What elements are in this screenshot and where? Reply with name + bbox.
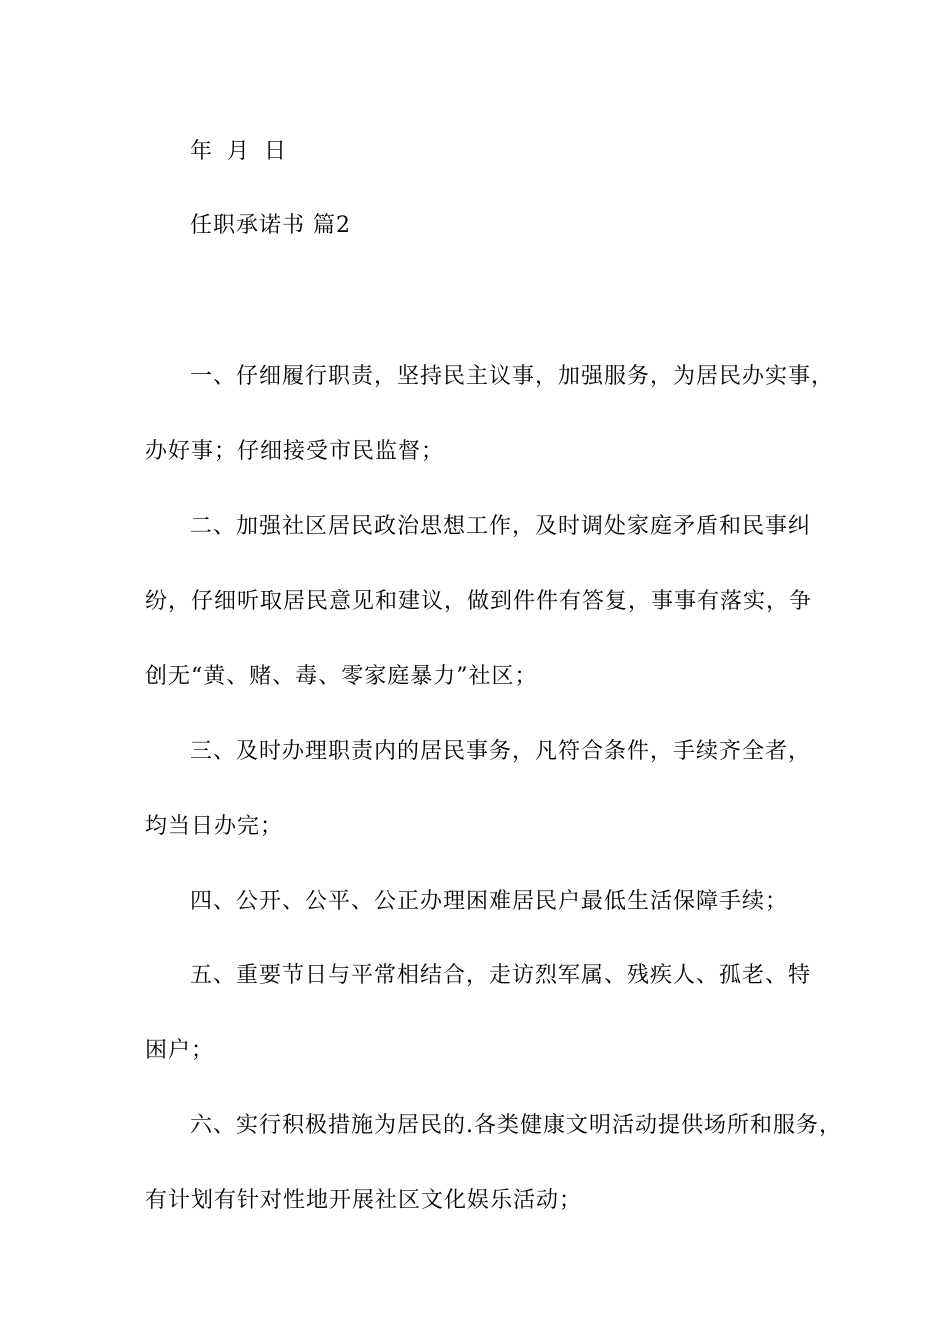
paragraph-line: 四、公开、公平、公正办理困难居民户最低生活保障手续； <box>190 889 789 914</box>
paragraph-line: 纷，仔细听取居民意见和建议，做到件件有答复，事事有落实，争 <box>145 589 813 614</box>
paragraph-line: 二、加强社区居民政治思想工作，及时调处家庭矛盾和民事纠 <box>190 514 812 539</box>
paragraph-line: 有计划有针对性地开展社区文化娱乐活动； <box>145 1188 583 1213</box>
paragraph-line: 办好事；仔细接受市民监督； <box>145 439 445 464</box>
date-line <box>190 134 301 170</box>
date-month: 月 <box>227 139 251 164</box>
date-year: 年 <box>190 139 214 164</box>
paragraph-line: 五、重要节日与平常相结合，走访烈军属、残疾人、孤老、特 <box>190 963 812 988</box>
paragraph-line: 均当日办完； <box>145 814 284 839</box>
paragraph-line: 困户； <box>145 1038 215 1063</box>
date-day: 日 <box>264 139 288 164</box>
paragraph-line: 六、实行积极措施为居民的.各类健康文明活动提供场所和服务， <box>190 1113 842 1138</box>
paragraph-line: 三、及时办理职责内的居民事务，凡符合条件，手续齐全者， <box>190 739 812 764</box>
section-heading: 任职承诺书 篇2 <box>190 213 351 238</box>
paragraph-line: 一、仔细履行职责，坚持民主议事，加强服务，为居民办实事， <box>190 364 835 389</box>
paragraph-line: 创无“黄、赌、毒、零家庭暴力”社区； <box>145 664 538 689</box>
